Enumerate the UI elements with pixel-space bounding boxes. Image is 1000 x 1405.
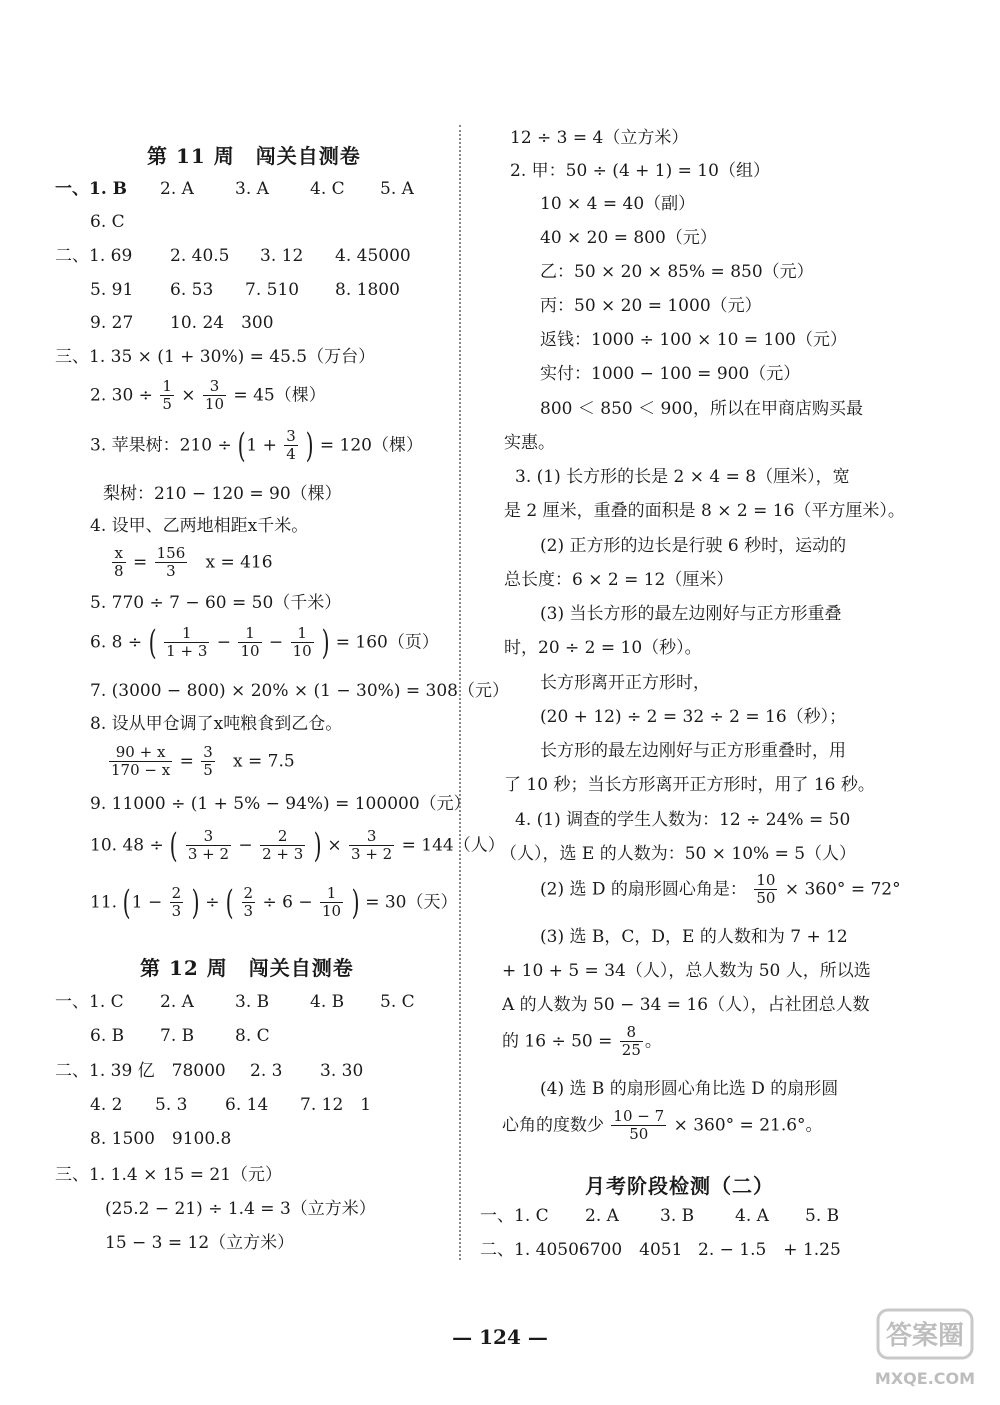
- formula-line: 6. 8 ÷ ( $\frac{1}{1 + 3}$ − $\frac{1}{10}$ − $\frac{1}{10}$ ) = 160（页）: [90, 622, 439, 663]
- fraction: $\frac{1}{10}$: [240, 624, 260, 661]
- answer-line: 4. B: [310, 992, 345, 1012]
- answer-line: 3. 12: [260, 246, 304, 266]
- answer-line: (3) 选 B，C，D，E 的人数和为 7 + 12: [540, 927, 848, 947]
- answer-line: 时，20 ÷ 2 = 10（秒）。: [504, 638, 702, 658]
- fraction: $\frac{3}{3 + 2}$: [351, 827, 393, 864]
- answer-line: 二、1. 69: [55, 246, 133, 266]
- answer-line: (20 + 12) ÷ 2 = 32 ÷ 2 = 16（秒）；: [540, 707, 847, 727]
- answer-line: 长方形的最左边刚好与正方形重叠时，用: [540, 741, 846, 761]
- formula-line: 11. (1 − $\frac{2}{3}$ ) ÷ ( $\frac{2}{3}$ ÷ 6 − $\frac{1}{10}$ ) = 30（天）: [90, 882, 458, 923]
- answer-line: 2. 3: [250, 1061, 283, 1081]
- fraction: $\frac{3}{10}$: [204, 377, 225, 414]
- answer-line: 4. 设甲、乙两地相距x千米。: [90, 516, 309, 536]
- answer-line: 5. C: [380, 992, 415, 1012]
- answer-line: 三、1. 1.4 × 15 = 21（元）: [55, 1165, 283, 1185]
- answer-line: 7. 510: [245, 280, 300, 300]
- answer-line: 5. 3: [155, 1095, 188, 1115]
- fraction: $\frac{x}{8}$: [114, 544, 124, 581]
- answer-line: 3. 30: [320, 1061, 364, 1081]
- answer-line: 3. B: [660, 1206, 695, 1226]
- answer-line: 6. B: [90, 1026, 125, 1046]
- answer-line: 一、1. C: [480, 1206, 549, 1226]
- answer-line: (3) 当长方形的最左边刚好与正方形重叠: [540, 604, 842, 624]
- fraction: $\frac{8}{25}$: [621, 1023, 641, 1060]
- svg-text:MXQE.COM: MXQE.COM: [874, 1369, 976, 1388]
- answer-line: 6. 14: [225, 1095, 269, 1115]
- answer-line: 9. 11000 ÷ (1 + 5% − 94%) = 100000（元）: [90, 794, 471, 814]
- answer-line: 2. 甲：50 ÷ (4 + 1) = 10（组）: [510, 161, 770, 181]
- answer-line: (25.2 − 21) ÷ 1.4 = 3（立方米）: [105, 1199, 376, 1219]
- formula-line: 10. 48 ÷ ( $\frac{3}{3 + 2}$ − $\frac{2}{2 + 3}$ ) × $\frac{3}{3 + 2}$ = 144（人）: [90, 825, 505, 866]
- answer-line: 2. − 1.5 + 1.25: [698, 1240, 841, 1260]
- answer-line: 4. (1) 调查的学生人数为：12 ÷ 24% = 50: [515, 810, 851, 830]
- fraction: $\frac{3}{3 + 2}$: [187, 827, 230, 864]
- answer-line: 8. 设从甲仓调了x吨粮食到乙仓。: [90, 714, 343, 734]
- answer-line: 40 × 20 = 800（元）: [540, 228, 717, 248]
- answer-line: 二、1. 39 亿 78000: [55, 1061, 226, 1081]
- answer-line: (4) 选 B 的扇形圆心角比选 D 的扇形圆: [540, 1079, 839, 1099]
- formula-line: 的 16 ÷ 50 = $\frac{8}{25}$ 。: [502, 1023, 662, 1060]
- answer-line: 实付：1000 − 100 = 900（元）: [540, 364, 801, 384]
- answer-line: 3. A: [235, 179, 269, 199]
- answer-line: 三、1. 35 × (1 + 30%) = 45.5（万台）: [55, 347, 376, 367]
- answer-line: 4. 2: [90, 1095, 123, 1115]
- answer-line: 是 2 厘米，重叠的面积是 8 × 2 = 16（平方厘米）。: [504, 501, 905, 521]
- answer-line: 6. 53: [170, 280, 214, 300]
- answer-line: 2. A: [160, 179, 194, 199]
- formula-line: 心角的度数少 $\frac{10 - 7}{50}$ × 360° = 21.6°。: [502, 1107, 823, 1144]
- fraction: $\frac{1}{1 + 3}$: [166, 624, 208, 661]
- answer-line: (2) 正方形的边长是行驶 6 秒时，运动的: [540, 536, 847, 556]
- answer-line: 6. C: [90, 212, 125, 232]
- answer-line: 4. A: [735, 1206, 769, 1226]
- answer-line: 一、1. C: [55, 992, 124, 1012]
- answer-line: 一、1. B: [55, 179, 128, 199]
- answer-line: （人），选 E 的人数为：50 × 10% = 5（人）: [500, 844, 857, 864]
- fraction: $\frac{90 + x}{170 - x}$: [111, 743, 171, 780]
- answer-line: 乙：50 × 20 × 85% = 850（元）: [540, 262, 814, 282]
- page-number: — 124 —: [452, 1325, 548, 1349]
- answer-line: 2. 40.5: [170, 246, 230, 266]
- answer-line: 3. B: [235, 992, 270, 1012]
- fraction: $\frac{156}{3}$: [156, 544, 186, 581]
- answer-line: 8. 1500 9100.8: [90, 1129, 232, 1149]
- answer-line: 5. 770 ÷ 7 − 60 = 50（千米）: [90, 593, 342, 613]
- answer-line: 了 10 秒；当长方形离开正方形时，用了 16 秒。: [504, 775, 875, 795]
- answer-line: 二、1. 40506700 4051: [480, 1240, 683, 1260]
- fraction: $\frac{3}{4}$: [286, 427, 296, 464]
- svg-text:答案圈: 答案圈: [885, 1321, 965, 1351]
- answer-line: 7. (3000 − 800) × 20% × (1 − 30%) = 308（元）: [90, 681, 509, 701]
- section-title-week12: 第 12 周 闯关自测卷: [140, 956, 354, 980]
- answer-line: 8. C: [235, 1026, 270, 1046]
- answer-line: 丙：50 × 20 = 1000（元）: [540, 296, 762, 316]
- answer-line: 5. A: [380, 179, 414, 199]
- answer-line: 总长度：6 × 2 = 12（厘米）: [504, 570, 734, 590]
- fraction: $\frac{2}{2 + 3}$: [262, 827, 304, 864]
- fraction: $\frac{1}{10}$: [322, 884, 342, 921]
- answer-line: 长方形离开正方形时，: [540, 673, 710, 693]
- fraction: $\frac{1}{5}$: [162, 377, 172, 414]
- answer-line: 4. C: [310, 179, 345, 199]
- fraction: $\frac{2}{3}$: [243, 884, 254, 921]
- answer-line: 5. B: [805, 1206, 840, 1226]
- answer-line: 返钱：1000 ÷ 100 × 10 = 100（元）: [540, 330, 847, 350]
- fraction: $\frac{10 - 7}{50}$: [613, 1107, 665, 1144]
- fraction: $\frac{1}{10}$: [292, 624, 312, 661]
- formula-line: $\frac{x}{8}$ = $\frac{156}{3}$ x = 416: [114, 544, 273, 581]
- watermark-logo: [870, 1300, 980, 1400]
- answer-line: 4. 45000: [335, 246, 411, 266]
- answer-line: 15 − 3 = 12（立方米）: [105, 1233, 295, 1253]
- section-title-monthly: 月考阶段检测（二）: [585, 1174, 774, 1198]
- answer-line: 12 ÷ 3 = 4（立方米）: [510, 128, 689, 148]
- answer-line: 2. A: [585, 1206, 619, 1226]
- fraction: $\frac{10}{50}$: [756, 871, 776, 908]
- answer-line: 8. 1800: [335, 280, 400, 300]
- answer-line: 梨树：210 − 120 = 90（棵）: [103, 484, 342, 504]
- formula-line: 2. 30 ÷ $\frac{1}{5}$ × $\frac{3}{10}$ = 45（棵）: [90, 377, 326, 414]
- answer-line: + 10 + 5 = 34（人），总人数为 50 人，所以选: [502, 961, 871, 981]
- answer-line: 2. A: [160, 992, 194, 1012]
- answer-line: 实惠。: [504, 433, 555, 453]
- fraction: $\frac{3}{5}$: [203, 743, 213, 780]
- answer-line: 5. 91: [90, 280, 134, 300]
- answer-line: 3. (1) 长方形的长是 2 × 4 = 8（厘米），宽: [515, 467, 850, 487]
- answer-line: 7. 12 1: [300, 1095, 372, 1115]
- section-title-week11: 第 11 周 闯关自测卷: [147, 144, 361, 168]
- answer-line: 9. 27: [90, 313, 134, 333]
- answer-line: A 的人数为 50 − 34 = 16（人），占社团总人数: [502, 995, 870, 1015]
- formula-line: 3. 苹果树：210 ÷ (1 + $\frac{3}{4}$ ) = 120（棵）: [90, 425, 424, 466]
- fraction: $\frac{2}{3}$: [171, 884, 182, 921]
- answer-line: 10. 24 300: [170, 313, 274, 333]
- formula-line: (2) 选 D 的扇形圆心角是： $\frac{10}{50}$ × 360° = 72°: [540, 871, 901, 908]
- answer-line: 10 × 4 = 40（副）: [540, 194, 696, 214]
- formula-line: $\frac{90 + x}{170 - x}$ = $\frac{3}{5}$ x = 7.5: [111, 743, 295, 780]
- answer-line: 800 ＜ 850 ＜ 900，所以在甲商店购买最: [540, 399, 863, 419]
- answer-line: 7. B: [160, 1026, 195, 1046]
